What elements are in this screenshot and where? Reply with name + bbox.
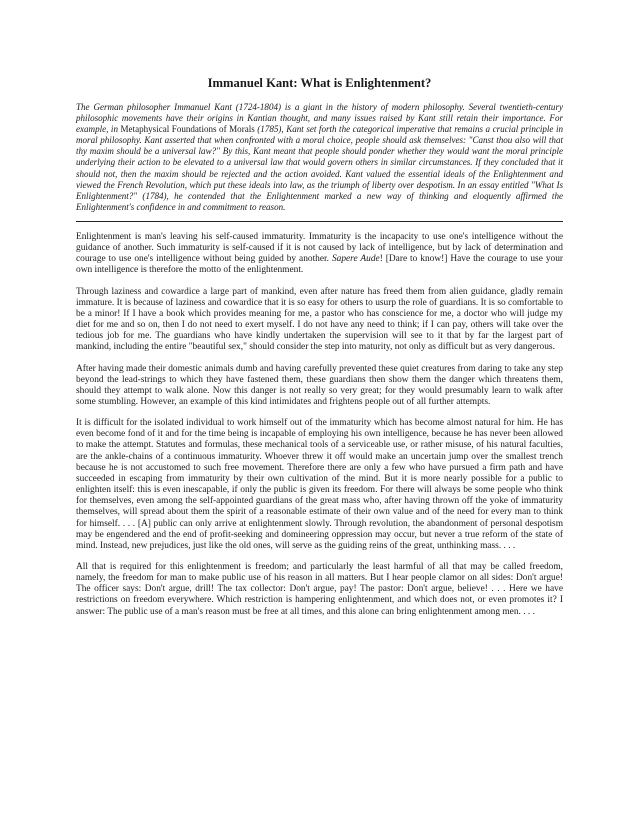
paragraph-1-motto: Sapere Aude [331,254,380,265]
intro-book-title: Metaphysical Foundations of Morals [120,124,255,135]
document-page [76,76,563,628]
paragraph-1-text-a: Enlightenment is man's leaving his self-caused immaturity. Immaturity is the incapacity to use one's intelligence without the guidance of another. Such immaturity is self-caused if it is not caused by lack of intelligence, but by lack of determination and courage to use one's intelligence without being guided by another. [76,231,563,265]
introduction-paragraph [76,102,563,213]
body-paragraph-4: It is difficult for the isolated individual to work himself out of the immaturity which has become almost natural for him. He has even become fond of it and for the time being is incapable of employing his own intelligence, because he has never been allowed to make the attempt. Statutes and formulas, these mechanical tools of a serviceable use, or rather misuse, of his natural faculties, are the ankle-chains of a continuous immaturity. Whoever threw it off would make an uncertain jump over the smallest trench because he is not accustomed to such free movement. Therefore there are only a few who have pursued a firm path and have succeeded in escaping from immaturity by their own cultivation of the mind. But it is more nearly possible for a public to enlighten itself: this is even inescapable, if only the public is given its freedom. For there will always be some people who think for themselves, even among the self-appointed guardians of the great mass who, after having thrown off the yoke of immaturity themselves, will spread about them the spirit of a reasonable estimate of their own value and of the need for every man to think for himself. . . . [A] public can only arrive at enlightenment slowly. Through revolution, the abandonment of personal despotism may be engendered and the end of profit-seeking and domineering oppression may occur, but never a true reform of the state of mind. Instead, new prejudices, just like the old ones, will serve as the guiding reins of the great, unthinking mass. . . . [76,418,563,551]
paragraph-1-text-b: ! [Dare to know!] Have the courage to use your own intelligence is therefore the motto of the enlightenment. [76,254,564,276]
body-paragraph-5: All that is required for this enlightenment is freedom; and particularly the least harmful of all that may be called freedom, namely, the freedom for man to make public use of his reason in all matters. But I hear people clamor on all sides: Don't argue! The officer says: Don't argue, drill! The tax collector: Don't argue, pay! The pastor: Don't argue, believe! . . . Here we have restrictions on freedom everywhere. Which restriction is hampering enlightenment, and which does not, or even promotes it? I answer: The public use of a man's reason must be free at all times, and this alone can bring enlightenment among men. . . . [76,562,563,617]
page-title: Immanuel Kant: What is Enlightenment? [207,76,432,90]
intro-text-part-2: (1785), Kant set forth the categorical imperative that remains a crucial principle in moral philosophy. Kant asserted that when confronted with a moral choice, people should ask themselves: "Canst thou also will that thy maxim should be a universal law?" By this, Kant meant that people should ponder whether they would want the moral principle underlying their action to be elevated to a universal law that would govern others in similar circumstances. If they concluded that it should not, then the maxim should be rejected and the action avoided. Kant valued the essential ideals of the Enlightenment and viewed the French Revolution, which put these ideals into law, as the triumph of liberty over despotism. In an essay entitled "What Is Enlightenment?" (1784), he contended that the Enlightenment marked a new way of thinking and eloquently affirmed the Enlightenment's confidence in and commitment to reason. [76,124,563,212]
section-divider [76,221,563,222]
body-paragraph-2: Through laziness and cowardice a large part of mankind, even after nature has freed them from alien guidance, gladly remain immature. It is because of laziness and cowardice that it is so easy for others to usurp the role of guardians. It is so comfortable to be a minor! If I have a book which provides meaning for me, a pastor who has conscience for me, a doctor who will judge my diet for me and so on, then I do not need to exert myself. I do not have any need to think; if I can pay, others will take over the tedious job for me. The guardians who have kindly undertaken the supervision will see to it that by far the largest part of mankind, including the entire "beautiful sex," should consider the step into maturity, not only as difficult but as very dangerous. [76,286,563,353]
body-paragraph-3: After having made their domestic animals dumb and having carefully prevented these quiet creatures from daring to take any step beyond the lead-strings to which they have fastened them, these guardians then show them the danger which threatens them, should they attempt to walk alone. Now this danger is not really so very great; for they would presumably learn to walk after some stumbling. However, an example of this kind intimidates and frightens people out of all further attempts. [76,363,563,407]
intro-text-part-1: The German philosopher Immanuel Kant (1724-1804) is a giant in the history of modern philosophy. Several twentieth-century philosophic movements have their origins in Kantian thought, and many issues raised by Kant still retain their importance. For example, in [76,102,563,135]
body-paragraph-1 [76,232,563,277]
